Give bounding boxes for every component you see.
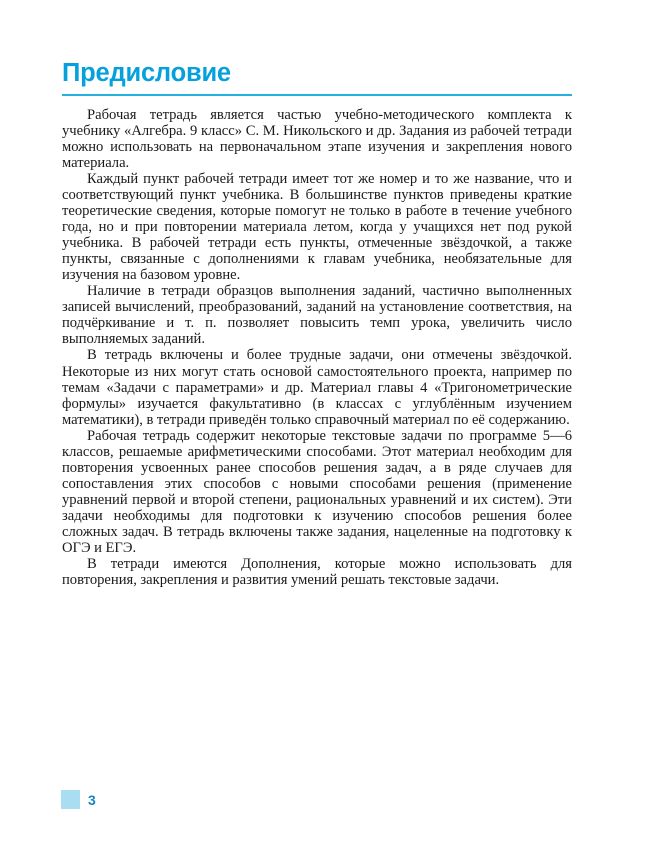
- page-title: Предисловие: [62, 59, 231, 87]
- folio-marker-square: [61, 790, 80, 809]
- paragraph: В тетради имеются Дополнения, которые можно использовать для повторения, закрепления и развития умений решать текстовые задачи.: [62, 556, 572, 589]
- page-content: [62, 60, 572, 588]
- paragraph: Рабочая тетрадь содержит некоторые текстовые задачи по программе 5—6 классов, решаемые арифметическими способами. Этот материал необходим для повторения усвоенных ранее способов решения задач, а в ряде случаев для сопоставления этих способов с новыми способами решения (применение уравнений первой и второй степени, рациональных уравнений и их систем). Эти задачи необходимы для подготовки к изучению способов решения более сложных задач. В тетрадь включены также задания, нацеленные на подготовку к ОГЭ и ЕГЭ.: [62, 427, 572, 557]
- paragraph: Каждый пункт рабочей тетради имеет тот же номер и то же название, что и соответствующий пункт учебника. В большинстве пунктов приведены краткие теоретические сведения, которые помогут не только в работе в течение учебного года, но и при повторении материала летом, когда у учащихся нет под рукой учебника. В рабочей тетради есть пункты, отмеченные звёздочкой, а также пункты, связанные с дополнениями к главам учебника, необязательные для изучения на базовом уровне.: [62, 170, 572, 284]
- body-text-block: [62, 107, 572, 588]
- title-divider: [62, 94, 572, 96]
- paragraph: Наличие в тетради образцов выполнения заданий, частично выполненных записей вычислений, преобразований, заданий на установление соответствия, на подчёркивание и т. п. позволяет повысить темп урока, увеличить число выполняемых заданий.: [62, 283, 572, 348]
- paragraph: Рабочая тетрадь является частью учебно-методического комплекта к учебнику «Алгебра. 9 класс» С. М. Никольского и др. Задания из рабочей тетради можно использовать на первоначальном этапе изучения и закрепления нового материала.: [62, 106, 572, 171]
- page-footer: [61, 790, 96, 809]
- paragraph: В тетрадь включены и более трудные задачи, они отмечены звёздочкой. Некоторые из них могут стать основой самостоятельного проекта, например по темам «Задачи с параметрами» и др. Материал главы 4 «Тригонометрические формулы» изучается факультативно (в классах с углублённым изучением математики), в тетради приведён только справочный материал по её содержанию.: [62, 347, 572, 428]
- page-number: 3: [88, 791, 96, 808]
